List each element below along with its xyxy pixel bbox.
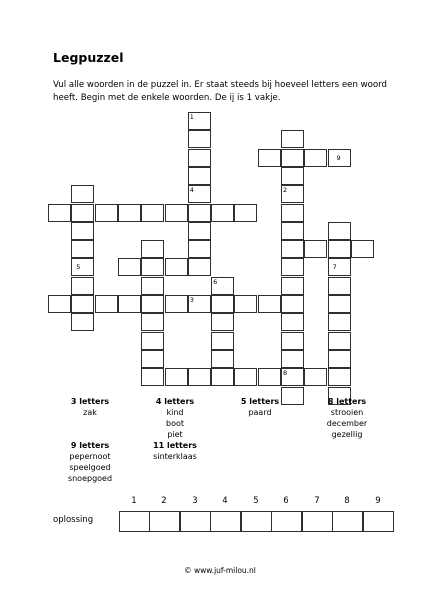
- crossword-cell[interactable]: [188, 222, 211, 240]
- solution-number: 1: [131, 496, 137, 506]
- crossword-cell[interactable]: [141, 368, 164, 386]
- crossword-cell[interactable]: [234, 368, 257, 386]
- clue-number: 2: [283, 186, 288, 195]
- clue-number: 4: [189, 186, 194, 195]
- word-item: strooien: [330, 408, 364, 417]
- crossword-cell[interactable]: [71, 204, 94, 222]
- crossword-cell[interactable]: [211, 368, 234, 386]
- crossword-cell[interactable]: [95, 295, 118, 313]
- crossword-cell[interactable]: [211, 313, 234, 331]
- crossword-cell[interactable]: [328, 222, 351, 240]
- solution-box[interactable]: [363, 511, 394, 532]
- crossword-cell[interactable]: [211, 277, 234, 295]
- crossword-cell[interactable]: [71, 185, 94, 203]
- clue-number: 9: [336, 153, 341, 162]
- crossword-cell[interactable]: [188, 204, 211, 222]
- clue-number: 1: [189, 113, 194, 121]
- crossword-cell[interactable]: [141, 277, 164, 295]
- crossword-cell[interactable]: [188, 368, 211, 386]
- page-title: Legpuzzel: [53, 50, 124, 65]
- word-item: kind: [166, 408, 184, 417]
- crossword-cell[interactable]: [71, 222, 94, 240]
- crossword-cell[interactable]: [281, 204, 304, 222]
- crossword-cell[interactable]: [211, 332, 234, 350]
- crossword-cell[interactable]: [95, 204, 118, 222]
- solution-box[interactable]: [149, 511, 180, 532]
- word-item: december: [326, 419, 368, 428]
- crossword-cell[interactable]: [281, 185, 304, 203]
- crossword-cell[interactable]: [281, 167, 304, 185]
- crossword-cell[interactable]: [141, 295, 164, 313]
- word-item: speelgoed: [69, 463, 111, 472]
- word-item: paard: [248, 408, 272, 417]
- word-item: snoepgoed: [67, 474, 113, 483]
- crossword-cell[interactable]: [71, 277, 94, 295]
- crossword-cell[interactable]: [48, 204, 71, 222]
- crossword-cell[interactable]: [281, 332, 304, 350]
- crossword-cell[interactable]: [281, 368, 304, 386]
- crossword-cell[interactable]: [281, 277, 304, 295]
- crossword-cell[interactable]: [328, 350, 351, 368]
- crossword-cell[interactable]: [188, 240, 211, 258]
- crossword-cell[interactable]: [328, 368, 351, 386]
- solution-box[interactable]: [302, 511, 333, 532]
- clue-number: 7: [332, 263, 337, 272]
- solution-box[interactable]: [241, 511, 272, 532]
- word-group: [61, 440, 119, 484]
- word-item: piet: [167, 430, 183, 439]
- word-group-heading: 9 letters: [70, 441, 110, 450]
- crossword-cell[interactable]: [281, 130, 304, 148]
- crossword-cell[interactable]: [328, 277, 351, 295]
- crossword-cell[interactable]: [328, 240, 351, 258]
- clue-number: 8: [283, 369, 288, 378]
- crossword-cell[interactable]: [304, 149, 327, 167]
- footer-credit: © www.juf-milou.nl: [184, 566, 256, 575]
- solution-label: oplossing: [53, 515, 94, 525]
- crossword-cell[interactable]: [71, 240, 94, 258]
- word-group-heading: 3 letters: [70, 397, 110, 406]
- word-group-heading: 5 letters: [240, 397, 280, 406]
- clue-number: 6: [213, 277, 218, 286]
- solution-number: 8: [344, 496, 350, 506]
- crossword-cell[interactable]: [281, 295, 304, 313]
- word-group: [148, 396, 202, 440]
- crossword-cell[interactable]: [281, 240, 304, 258]
- solution-number: 7: [314, 496, 320, 506]
- solution-box[interactable]: [119, 511, 150, 532]
- crossword-cell[interactable]: [304, 368, 327, 386]
- solution-number: 2: [161, 496, 167, 506]
- crossword-cell[interactable]: [328, 332, 351, 350]
- solution-box[interactable]: [332, 511, 363, 532]
- crossword-cell[interactable]: [188, 258, 211, 276]
- crossword-cell[interactable]: [48, 295, 71, 313]
- word-group-heading: 8 letters: [327, 397, 367, 406]
- crossword-cell[interactable]: [234, 204, 257, 222]
- crossword-cell[interactable]: [351, 240, 374, 258]
- crossword-cell[interactable]: [328, 258, 351, 276]
- solution-box[interactable]: [210, 511, 241, 532]
- word-item: pepernoot: [69, 452, 111, 461]
- crossword-cell[interactable]: [281, 350, 304, 368]
- word-item: gezellig: [331, 430, 363, 439]
- crossword-cell[interactable]: [141, 332, 164, 350]
- instructions: Vul alle woorden in de puzzel in. Er staat steeds bij hoeveel letters een woord heeft. Begin met de enkele woorden. De ij is 1 vakje.: [53, 80, 388, 103]
- crossword-cell[interactable]: [118, 295, 141, 313]
- crossword-cell[interactable]: [71, 295, 94, 313]
- crossword-cell[interactable]: [258, 149, 281, 167]
- crossword-cell[interactable]: [188, 185, 211, 203]
- clue-number: 3: [189, 296, 194, 304]
- solution-number: 4: [222, 496, 228, 506]
- word-group-heading: 11 letters: [153, 441, 197, 450]
- crossword-cell[interactable]: [71, 258, 94, 276]
- crossword-cell[interactable]: [328, 295, 351, 313]
- crossword-cell[interactable]: [304, 240, 327, 258]
- crossword-cell[interactable]: [165, 258, 188, 276]
- crossword-cell[interactable]: [188, 130, 211, 148]
- crossword-cell[interactable]: [281, 313, 304, 331]
- crossword-cell[interactable]: [328, 149, 351, 167]
- solution-number: 3: [192, 496, 198, 506]
- word-group: [233, 396, 287, 418]
- crossword-cell[interactable]: [258, 368, 281, 386]
- word-item: zak: [83, 408, 97, 417]
- crossword-cell[interactable]: [211, 204, 234, 222]
- word-group-heading: 4 letters: [155, 397, 195, 406]
- crossword-cell[interactable]: [281, 222, 304, 240]
- crossword-cell[interactable]: [141, 313, 164, 331]
- crossword-cell[interactable]: [188, 295, 211, 313]
- crossword-cell[interactable]: [188, 149, 211, 167]
- word-item: boot: [165, 419, 184, 428]
- solution-number: 5: [253, 496, 259, 506]
- crossword-cell[interactable]: [281, 149, 304, 167]
- crossword-cell[interactable]: [165, 368, 188, 386]
- word-item: sinterklaas: [153, 452, 197, 461]
- crossword-cell[interactable]: [328, 313, 351, 331]
- word-group: [63, 396, 117, 418]
- solution-box[interactable]: [180, 511, 211, 532]
- crossword-cell[interactable]: [211, 295, 234, 313]
- word-group: [146, 440, 204, 462]
- crossword-cell[interactable]: [141, 258, 164, 276]
- solution-number: 6: [283, 496, 289, 506]
- crossword-cell[interactable]: [141, 240, 164, 258]
- crossword-cell[interactable]: [281, 258, 304, 276]
- crossword-cell[interactable]: [188, 112, 211, 130]
- word-group: [318, 396, 376, 440]
- crossword-cell[interactable]: [71, 313, 94, 331]
- crossword-cell[interactable]: [188, 167, 211, 185]
- crossword-cell[interactable]: [118, 204, 141, 222]
- clue-number: 5: [76, 263, 81, 272]
- crossword-cell[interactable]: [165, 204, 188, 222]
- crossword-cell[interactable]: [258, 295, 281, 313]
- solution-box[interactable]: [271, 511, 302, 532]
- crossword-cell[interactable]: [165, 295, 188, 313]
- crossword-cell[interactable]: [211, 350, 234, 368]
- crossword-cell[interactable]: [141, 204, 164, 222]
- solution-number: 9: [375, 496, 381, 506]
- crossword-cell[interactable]: [118, 258, 141, 276]
- crossword-cell[interactable]: [234, 295, 257, 313]
- crossword-cell[interactable]: [141, 350, 164, 368]
